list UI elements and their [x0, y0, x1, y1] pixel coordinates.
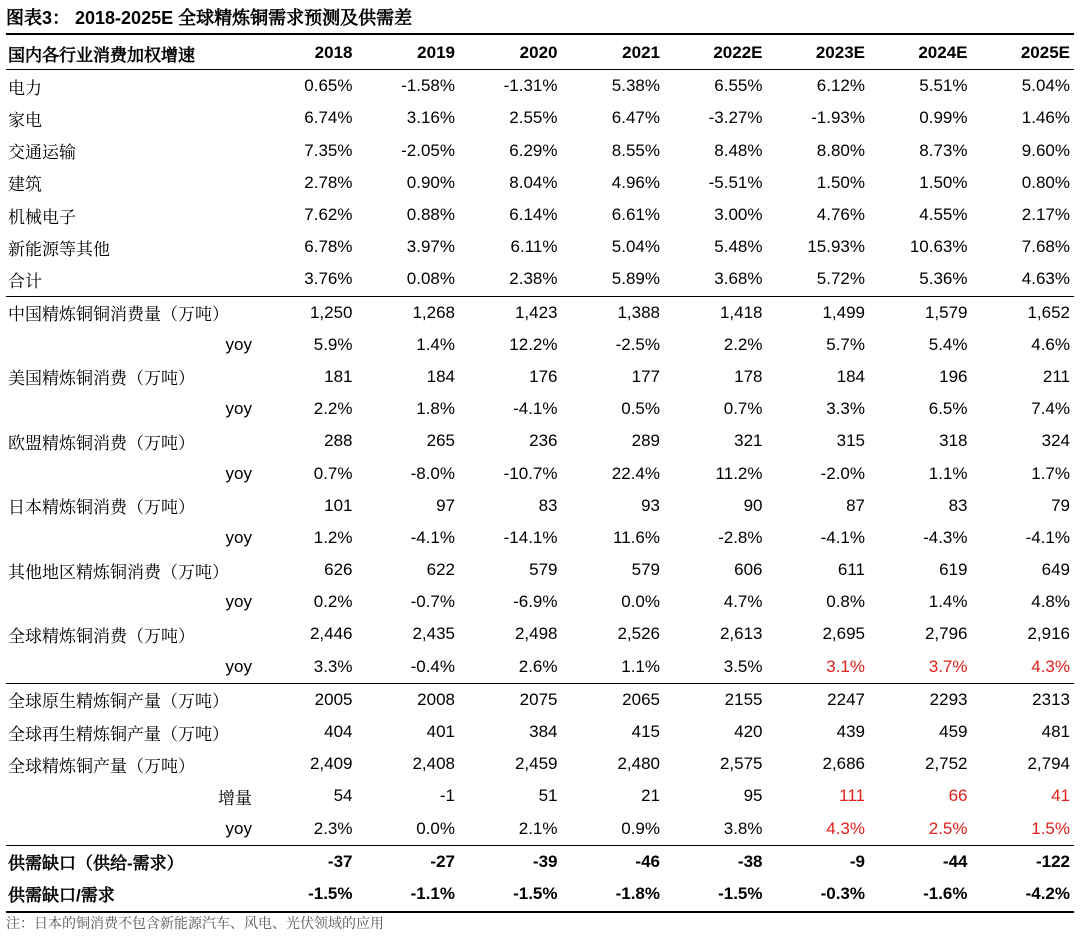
cell-value: 178 [734, 366, 763, 386]
cell-value: 51 [538, 786, 558, 806]
row-label: yoy [225, 527, 252, 547]
table-row [6, 199, 1074, 231]
cell-value: 2,480 [617, 754, 660, 774]
cell-value: 83 [948, 495, 968, 515]
cell-value: 3.3% [826, 399, 865, 419]
cell-value: 2,435 [412, 624, 455, 644]
cell-value: 6.5% [928, 399, 968, 419]
row-label: 全球再生精炼铜产量（万吨） [8, 724, 229, 744]
cell-value: 5.04% [611, 237, 660, 257]
cell-value: 1.50% [919, 172, 968, 192]
cell-value: 8.73% [919, 140, 968, 160]
table-header-row [6, 37, 1074, 70]
cell-value: 579 [529, 560, 558, 580]
row-label: yoy [6, 813, 254, 846]
cell-value: 321 [734, 431, 763, 451]
cell-value: 2,686 [822, 754, 865, 774]
header-year: 2025E [972, 37, 1075, 70]
cell-value: 481 [1041, 722, 1070, 742]
cell-value: 2.55% [509, 108, 558, 128]
cell-value: 83 [538, 495, 558, 515]
cell-value: -37 [327, 851, 353, 871]
cell-value: 79 [1051, 495, 1070, 515]
table-row [6, 296, 1074, 329]
cell-value: 3.1% [767, 651, 870, 684]
cell-value: 384 [529, 722, 558, 742]
cell-value: 97 [436, 495, 455, 515]
cell-value: -2.5% [615, 334, 660, 354]
cell-value: 1.2% [313, 527, 353, 547]
cell-value: -9 [849, 851, 865, 871]
cell-value: 3.3% [254, 651, 357, 684]
cell-value: 0.65% [304, 76, 353, 96]
cell-value: 2.38% [459, 263, 562, 296]
row-label: yoy [225, 592, 252, 612]
cell-value: 1,250 [309, 302, 353, 322]
table-row [6, 618, 1074, 650]
table-row [6, 651, 1074, 684]
table-row [6, 135, 1074, 167]
cell-value: 5.89% [562, 263, 665, 296]
cell-value: 236 [529, 431, 558, 451]
cell-value: 0.90% [406, 172, 455, 192]
cell-value: 2,916 [1027, 624, 1070, 644]
cell-value: 93 [641, 495, 660, 515]
copy-demand-table [6, 37, 1074, 910]
cell-value: 4.3% [767, 813, 870, 846]
cell-value: 3.5% [664, 651, 767, 684]
cell-value: 87 [846, 495, 865, 515]
cell-value: 404 [324, 722, 353, 742]
cell-value: 2.2% [313, 399, 353, 419]
cell-value: -3.27% [708, 108, 763, 128]
cell-value: -2.0% [820, 463, 865, 483]
row-label: 交通运输 [8, 143, 76, 163]
table-row [6, 748, 1074, 780]
cell-value: 2.5% [869, 813, 972, 846]
table-row [6, 167, 1074, 199]
cell-value: -44 [942, 851, 968, 871]
cell-value: 626 [324, 560, 353, 580]
cell-value: 3.97% [406, 237, 455, 257]
cell-value: 5.4% [928, 334, 968, 354]
cell-value: 2075 [519, 689, 558, 709]
cell-value: -14.1% [503, 527, 558, 547]
cell-value: 0.8% [826, 592, 865, 612]
cell-value: -1 [439, 786, 455, 806]
table-row [6, 586, 1074, 618]
cell-value: 2313 [1032, 689, 1070, 709]
cell-value: -1.8% [615, 883, 660, 903]
cell-value: 4.55% [919, 205, 968, 225]
cell-value: 0.80% [1021, 172, 1070, 192]
cell-value: -38 [737, 851, 763, 871]
row-label: yoy [225, 334, 252, 354]
table-row [6, 683, 1074, 716]
table-row [6, 425, 1074, 457]
cell-value: -4.3% [923, 527, 968, 547]
cell-value: 6.29% [509, 140, 558, 160]
cell-value: -46 [635, 851, 660, 871]
cell-value: -0.7% [410, 592, 455, 612]
row-label: 中国精炼铜铜消费量（万吨） [8, 305, 229, 325]
cell-value: -39 [532, 851, 558, 871]
cell-value: 2.1% [459, 813, 562, 846]
cell-value: 7.35% [304, 140, 353, 160]
cell-value: -2.8% [718, 527, 763, 547]
cell-value: 176 [529, 366, 558, 386]
table-row [6, 878, 1074, 910]
cell-value: 15.93% [807, 237, 865, 257]
cell-value: 0.7% [313, 463, 353, 483]
cell-value: 2,796 [924, 624, 968, 644]
cell-value: 6.11% [510, 237, 558, 257]
header-label: 国内各行业消费加权增速 [6, 37, 254, 70]
row-label: 增量 [218, 788, 252, 808]
cell-value: 7.4% [1031, 399, 1070, 419]
cell-value: 9.60% [1021, 140, 1070, 160]
cell-value: 2155 [724, 689, 763, 709]
cell-value: -122 [1035, 851, 1070, 871]
cell-value: 1.50% [816, 172, 865, 192]
cell-value: -5.51% [708, 172, 763, 192]
cell-value: 0.7% [723, 399, 763, 419]
header-year: 2021 [562, 37, 665, 70]
table-row [6, 716, 1074, 748]
cell-value: 177 [631, 366, 660, 386]
cell-value: -1.31% [503, 76, 558, 96]
cell-value: 2,498 [514, 624, 558, 644]
cell-value: 2,613 [719, 624, 763, 644]
table-row [6, 522, 1074, 554]
cell-value: 0.99% [919, 108, 968, 128]
cell-value: 3.76% [254, 263, 357, 296]
cell-value: 5.7% [826, 334, 865, 354]
cell-value: 2293 [929, 689, 968, 709]
table-row [6, 231, 1074, 263]
row-label: 其他地区精炼铜消费（万吨） [8, 562, 229, 582]
cell-value: 289 [631, 431, 660, 451]
table-row [6, 263, 1074, 296]
cell-value: 2,575 [719, 754, 763, 774]
cell-value: 95 [743, 786, 763, 806]
cell-value: 2.17% [1021, 205, 1070, 225]
table-body [6, 70, 1074, 910]
table-row [6, 361, 1074, 393]
table-row [6, 490, 1074, 522]
header-year: 2023E [767, 37, 870, 70]
cell-value: 2.3% [254, 813, 357, 846]
row-label: 供需缺口/需求 [8, 886, 115, 906]
cell-value: 7.68% [1021, 237, 1070, 257]
header-year: 2022E [664, 37, 767, 70]
cell-value: 420 [734, 722, 763, 742]
cell-value: 0.0% [357, 813, 460, 846]
figure-title: 图表3： 2018-2025E 全球精炼铜需求预测及供需差 [6, 8, 413, 28]
row-label: 新能源等其他 [8, 239, 110, 259]
top-rule [6, 33, 1074, 35]
cell-value: 1,652 [1027, 302, 1070, 322]
cell-value: 619 [939, 560, 968, 580]
cell-value: 1.1% [562, 651, 665, 684]
cell-value: 11.2% [715, 463, 763, 483]
cell-value: 6.12% [816, 76, 865, 96]
cell-value: 184 [426, 366, 455, 386]
cell-value: 1.8% [416, 399, 455, 419]
cell-value: 1.4% [928, 592, 968, 612]
cell-value: 10.63% [909, 237, 968, 257]
row-label: 全球精炼铜产量（万吨） [8, 756, 195, 776]
cell-value: 611 [837, 560, 865, 580]
cell-value: 3.00% [714, 205, 763, 225]
cell-value: 3.16% [406, 108, 455, 128]
row-label: 供需缺口（供给-需求） [8, 854, 184, 874]
cell-value: 0.08% [357, 263, 460, 296]
cell-value: 8.04% [509, 172, 558, 192]
cell-value: 0.0% [621, 592, 660, 612]
row-label: 合计 [6, 263, 254, 296]
cell-value: 6.74% [304, 108, 353, 128]
cell-value: 4.76% [816, 205, 865, 225]
cell-value: 2,526 [617, 624, 660, 644]
cell-value: -0.3% [820, 883, 865, 903]
cell-value: -1.5% [718, 883, 763, 903]
cell-value: 196 [939, 366, 968, 386]
cell-value: 21 [641, 786, 660, 806]
cell-value: 54 [333, 786, 353, 806]
cell-value: 0.9% [562, 813, 665, 846]
cell-value: 622 [426, 560, 455, 580]
cell-value: -8.0% [410, 463, 455, 483]
cell-value: 415 [631, 722, 660, 742]
footnote: 注：日本的铜消费不包含新能源汽车、风电、光伏领域的应用 [6, 915, 384, 931]
cell-value: 439 [836, 722, 865, 742]
cell-value: 1.1% [928, 463, 968, 483]
cell-value: 1,579 [924, 302, 968, 322]
cell-value: -1.58% [401, 76, 455, 96]
cell-value: -6.9% [513, 592, 558, 612]
cell-value: 2065 [622, 689, 660, 709]
cell-value: 5.38% [611, 76, 660, 96]
cell-value: 1,499 [822, 302, 865, 322]
cell-value: 324 [1041, 431, 1070, 451]
cell-value: -0.4% [357, 651, 460, 684]
cell-value: 1,418 [719, 302, 763, 322]
header-year: 2019 [357, 37, 460, 70]
cell-value: 6.47% [611, 108, 660, 128]
cell-value: 8.55% [611, 140, 660, 160]
table-row [6, 813, 1074, 846]
cell-value: 0.2% [313, 592, 353, 612]
cell-value: 3.7% [869, 651, 972, 684]
cell-value: 2.2% [723, 334, 763, 354]
cell-value: 2247 [827, 689, 865, 709]
cell-value: -1.5% [308, 883, 353, 903]
cell-value: 211 [1042, 366, 1070, 386]
cell-value: 0.5% [621, 399, 660, 419]
cell-value: 4.8% [1031, 592, 1070, 612]
cell-value: 66 [948, 786, 968, 806]
cell-value: 181 [324, 366, 353, 386]
table-row [6, 329, 1074, 361]
cell-value: 1.5% [972, 813, 1075, 846]
cell-value: 2,459 [514, 754, 558, 774]
cell-value: 101 [324, 495, 353, 515]
cell-value: 318 [939, 431, 968, 451]
row-label: 家电 [8, 110, 42, 130]
table-row [6, 393, 1074, 425]
cell-value: 1,268 [412, 302, 455, 322]
row-label: 日本精炼铜消费（万吨） [8, 498, 195, 518]
cell-value: 2005 [314, 689, 353, 709]
cell-value: 5.48% [714, 237, 763, 257]
cell-value: 6.14% [509, 205, 558, 225]
cell-value: 1.4% [416, 334, 455, 354]
row-label: yoy [225, 463, 252, 483]
cell-value: 111 [839, 786, 865, 806]
cell-value: 1,423 [514, 302, 558, 322]
row-label: yoy [225, 399, 252, 419]
cell-value: 4.7% [723, 592, 763, 612]
row-label: 建筑 [8, 175, 42, 195]
row-label: 全球原生精炼铜产量（万吨） [8, 692, 229, 712]
row-label: 全球精炼铜消费（万吨） [8, 626, 195, 646]
cell-value: 4.63% [972, 263, 1075, 296]
cell-value: 8.48% [714, 140, 763, 160]
cell-value: 41 [1051, 786, 1070, 806]
cell-value: 2,695 [822, 624, 865, 644]
header-year: 2018 [254, 37, 357, 70]
cell-value: 2,446 [309, 624, 353, 644]
cell-value: 2.78% [304, 172, 353, 192]
table-row [6, 102, 1074, 134]
cell-value: 1,388 [617, 302, 660, 322]
cell-value: -1.5% [513, 883, 558, 903]
cell-value: 184 [836, 366, 865, 386]
cell-value: 2,752 [924, 754, 968, 774]
cell-value: -1.6% [923, 883, 968, 903]
cell-value: 401 [426, 722, 455, 742]
cell-value: 22.4% [611, 463, 660, 483]
cell-value: -1.1% [410, 883, 455, 903]
cell-value: -2.05% [401, 140, 455, 160]
cell-value: 12.2% [509, 334, 558, 354]
cell-value: 90 [743, 495, 763, 515]
cell-value: 2,408 [412, 754, 455, 774]
cell-value: 7.62% [304, 205, 353, 225]
header-year: 2020 [459, 37, 562, 70]
cell-value: 265 [426, 431, 455, 451]
cell-value: 5.51% [919, 76, 968, 96]
row-label: 欧盟精炼铜消费（万吨） [8, 433, 195, 453]
table-row [6, 457, 1074, 489]
cell-value: 2.6% [459, 651, 562, 684]
cell-value: -4.1% [410, 527, 455, 547]
header-year: 2024E [869, 37, 972, 70]
cell-value: 6.55% [714, 76, 763, 96]
cell-value: 6.61% [611, 205, 660, 225]
row-label: 电力 [8, 78, 42, 98]
table-row [6, 70, 1074, 103]
row-label: 美国精炼铜消费（万吨） [8, 369, 195, 389]
cell-value: 315 [836, 431, 865, 451]
cell-value: -10.7% [503, 463, 558, 483]
cell-value: 459 [939, 722, 968, 742]
cell-value: -4.1% [513, 399, 558, 419]
cell-value: 1.7% [1031, 463, 1070, 483]
cell-value: 6.78% [304, 237, 353, 257]
cell-value: -4.2% [1025, 883, 1070, 903]
cell-value: 3.68% [664, 263, 767, 296]
cell-value: 2008 [417, 689, 455, 709]
cell-value: 11.6% [613, 527, 660, 547]
cell-value: 2,409 [309, 754, 353, 774]
cell-value: 8.80% [816, 140, 865, 160]
cell-value: 4.96% [611, 172, 660, 192]
row-label: yoy [6, 651, 254, 684]
cell-value: -27 [430, 851, 455, 871]
cell-value: 579 [631, 560, 660, 580]
cell-value: 649 [1041, 560, 1070, 580]
cell-value: 5.9% [313, 334, 353, 354]
cell-value: 4.3% [972, 651, 1075, 684]
cell-value: -4.1% [1025, 527, 1070, 547]
cell-value: 4.6% [1031, 334, 1070, 354]
cell-value: 0.88% [406, 205, 455, 225]
cell-value: 606 [734, 560, 763, 580]
cell-value: 5.04% [1021, 76, 1070, 96]
cell-value: 288 [324, 431, 353, 451]
cell-value: 5.72% [767, 263, 870, 296]
cell-value: -1.93% [811, 108, 865, 128]
table-row [6, 845, 1074, 878]
cell-value: 2,794 [1027, 754, 1070, 774]
cell-value: -4.1% [820, 527, 865, 547]
cell-value: 3.8% [664, 813, 767, 846]
cell-value: 1.46% [1021, 108, 1070, 128]
cell-value: 5.36% [869, 263, 972, 296]
table-row [6, 554, 1074, 586]
row-label: 机械电子 [8, 207, 76, 227]
table-row [6, 780, 1074, 812]
